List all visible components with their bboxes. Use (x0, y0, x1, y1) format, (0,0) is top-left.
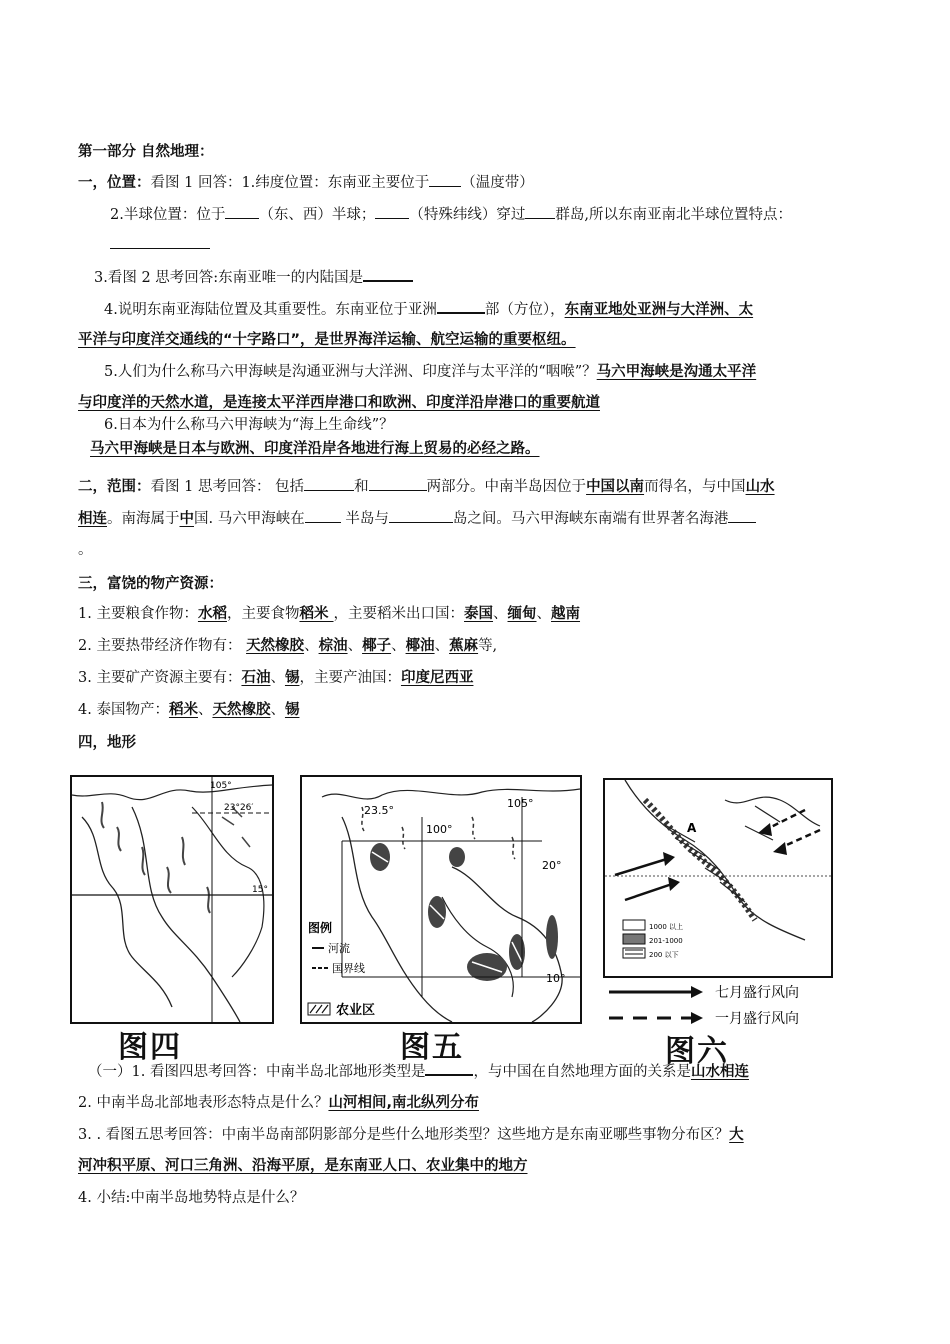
s2-l: 岛之间。马六甲海峡东南端有世界著名海港 (452, 511, 729, 527)
s3-l1j: 越南 (551, 606, 581, 622)
s3-l1b: 水稻 (197, 606, 227, 622)
s1-answer5a: 马六甲海峡是沟通太平洋 (596, 364, 757, 380)
s4-q1c: 山水相连 (690, 1064, 749, 1080)
blank-port[interactable] (728, 508, 756, 523)
map4-lon-label: 105° (210, 781, 232, 791)
s3-l2j: 蕉麻 (449, 638, 479, 654)
s2-line2 (78, 508, 756, 529)
s1-l3: 3.看图 2 思考回答:东南亚唯一的内陆国是 (94, 270, 364, 286)
s2-line3: 。 (78, 542, 93, 558)
s3-l2e: 、 (347, 638, 363, 654)
blank-temp-zone[interactable] (429, 172, 461, 187)
s3-l3e: ，主要产油国： (299, 670, 401, 686)
s3-l2i: 、 (434, 638, 450, 654)
s1-line6: 6.日本为什么称马六甲海峡为“海上生命线”？ (104, 417, 394, 433)
map5-legend-agri: 农业区 (336, 1003, 376, 1018)
s3-l1i: 、 (536, 606, 552, 622)
s1-heading: 一，位置： (78, 175, 151, 191)
map5-lat1-label: 23.5° (364, 804, 394, 817)
blank-islands[interactable] (525, 204, 555, 219)
s3-l3b: 石油 (241, 670, 271, 686)
blank-peninsula[interactable] (305, 508, 341, 523)
s4-q2b: 山河相间,南北纵列分布 (328, 1095, 479, 1111)
s1-answer6: 马六甲海峡是日本与欧洲、印度洋沿岸各地进行海上贸易的必经之路。 (90, 441, 540, 457)
s1-l2b: （东、西）半球； (259, 207, 376, 223)
s1-l1b: （温度带） (461, 175, 534, 191)
s1-l4a: 4.说明东南亚海陆位置及其重要性。东南亚位于亚洲 (104, 302, 437, 318)
s3-line1 (78, 604, 580, 624)
s3-l3a: 3. 主要矿产资源主要有： (78, 670, 242, 686)
s4-q2a: 2. 中南半岛北部地表形态特点是什么？ (78, 1095, 329, 1111)
s3-l1h: 缅甸 (507, 606, 537, 622)
map6-wind-legend-july (603, 982, 843, 1002)
blank-position-feature[interactable] (110, 234, 210, 249)
s1-line4 (104, 298, 753, 320)
s3-l2k: 等, (478, 638, 498, 654)
s3-l4d: 天然橡胶 (212, 702, 271, 718)
blank-hemisphere[interactable] (225, 204, 259, 219)
map6-legend3: 200 以下 (649, 951, 679, 959)
map4-lat2-label: 15° (252, 885, 268, 895)
map5-agri-areas (370, 843, 558, 981)
s4-q1a: （一）1. 看图四思考回答：中南半岛北部地形类型是 (88, 1064, 426, 1080)
blank-terrain-type[interactable] (425, 1060, 473, 1076)
figure-5-label: 图五 (400, 1030, 464, 1065)
figure-6-label: 图六 (665, 1034, 729, 1069)
s3-l1c: ，主要食物 (226, 606, 300, 622)
map6-island-shading (665, 806, 780, 902)
s1-l4b: 部（方位）， (484, 302, 565, 318)
s1-l1a: 看图 1 回答：1.纬度位置：东南亚主要位于 (150, 175, 430, 191)
s4-q3 (78, 1125, 744, 1145)
s3-line4 (78, 700, 299, 720)
s2-h: 。南海属于 (107, 511, 180, 527)
map5-legend-title: 图例 (308, 921, 333, 935)
s3-l1d: 稻米 (299, 606, 334, 622)
s1-l2d: 群岛,所以东南亚南北半球位置特点： (555, 207, 792, 223)
map4-lat1-label: 23°26′ (224, 803, 254, 813)
s1-line2 (110, 204, 792, 225)
s2-c: 两部分。中南半岛因位于 (426, 479, 587, 495)
s2-f: 山水 (745, 479, 775, 495)
s1-line1 (78, 172, 534, 193)
s4-q3a: 3. . 看图五思考回答：中南半岛南部阴影部分是些什么地形类型？这些地方是东南亚哪些事物分布区？ (78, 1127, 730, 1143)
s3-line2 (78, 636, 497, 656)
s4-q1 (88, 1060, 749, 1082)
s4-q3b: 大 (729, 1127, 744, 1143)
map6-wind-jul: 七月盛行风向 (715, 985, 799, 1001)
map-figure-4 (70, 775, 274, 1024)
s3-l2g: 、 (391, 638, 406, 654)
s3-l1a: 1. 主要粮食作物： (78, 606, 198, 622)
s1-answer4b: 平洋与印度洋交通线的“十字路口”，是世界海洋运输、航空运输的重要枢纽。 (78, 332, 576, 348)
s3-l3d: 锡 (284, 670, 300, 686)
map6-legend1: 1000 以上 (649, 923, 684, 931)
s3-l2c: 、 (304, 638, 319, 654)
s2-e: 而得名，与中国 (644, 479, 746, 495)
map6-legend2: 201-1000 (649, 937, 683, 945)
s3-l2f: 椰子 (362, 638, 392, 654)
map6-wind-jan: 一月盛行风向 (715, 1011, 799, 1027)
s4-heading: 四，地形 (78, 735, 136, 751)
s1-l2a: 2.半球位置：位于 (110, 207, 226, 223)
s2-heading: 二，范围： (78, 479, 151, 495)
s2-d: 中国以南 (586, 479, 645, 495)
map5-lat2-label: 20° (542, 859, 562, 872)
map-figure-6 (603, 778, 833, 978)
blank-latitude[interactable] (375, 204, 409, 219)
blank-island[interactable] (389, 508, 453, 523)
s2-g: 相连 (78, 511, 107, 527)
blank-landlocked[interactable] (363, 266, 413, 282)
s3-l1g: 、 (493, 606, 508, 622)
s3-heading: 三，富饶的物产资源： (78, 576, 223, 592)
map5-legend-river: 河流 (328, 942, 350, 955)
s3-l4a: 4. 泰国物产： (78, 702, 169, 718)
s3-l3c: 、 (270, 670, 285, 686)
s1-answer4a: 东南亚地处亚洲与大洋洲、太 (564, 302, 754, 318)
figure-4-label: 图四 (118, 1030, 182, 1065)
s3-l4e: 、 (270, 702, 285, 718)
s3-l2h: 椰油 (405, 638, 435, 654)
s1-answer5b: 与印度洋的天然水道，是连接太平洋西岸港口和欧洲、印度洋沿岸港口的重要航道 (78, 395, 600, 411)
s1-line3 (94, 266, 413, 288)
s2-a: 看图 1 思考回答： 包括 (150, 479, 305, 495)
map5-drawing (302, 777, 580, 1022)
s3-l3f: 印度尼西亚 (400, 670, 474, 686)
s3-l2d: 棕油 (318, 638, 348, 654)
map4-drawing (72, 777, 272, 1022)
s1-l2c: （特殊纬线）穿过 (409, 207, 526, 223)
s1-l5a: 5.人们为什么称马六甲海峡是沟通亚洲与大洋洲、印度洋与太平洋的“咽喉”？ (104, 364, 597, 380)
s2-i: 中 (179, 511, 194, 527)
s3-l2a: 2. 主要热带经济作物有： (78, 638, 247, 654)
s4-q2 (78, 1093, 479, 1113)
map6-drawing (605, 780, 831, 976)
s4-q3c: 河冲积平原、河口三角洲、沿海平原，是东南亚人口、农业集中的地方 (78, 1158, 528, 1174)
s3-l4f: 锡 (284, 702, 300, 718)
s3-l2b: 天然橡胶 (246, 638, 305, 654)
map-figure-5 (300, 775, 582, 1024)
s3-l1f: 泰国 (464, 606, 494, 622)
map6-wind-legend-jan (603, 1008, 843, 1028)
map5-lat3-label: 10° (546, 972, 566, 985)
blank-part2[interactable] (369, 476, 427, 491)
map5-lon1-label: 105° (507, 797, 534, 810)
s2-k: 半岛与 (340, 511, 389, 527)
s3-l4c: 、 (197, 702, 213, 718)
s1-line2b (110, 234, 210, 255)
s4-q4: 4. 小结:中南半岛地势特点是什么？ (78, 1190, 305, 1206)
map5-legend-border: 国界线 (332, 962, 365, 975)
s2-j: 国. 马六甲海峡在 (194, 511, 305, 527)
blank-part1[interactable] (304, 476, 354, 491)
s4-q1b: ，与中国在自然地理方面的关系是 (473, 1064, 691, 1080)
blank-direction[interactable] (437, 298, 485, 314)
map6-point-a: A (687, 821, 697, 835)
s1-line5 (104, 362, 756, 382)
map5-lon2-label: 100° (426, 823, 453, 836)
s3-l1e: ，主要稻米出口国： (333, 606, 465, 622)
page-title: 第一部分 自然地理： (78, 144, 214, 160)
s2-line1 (78, 476, 775, 497)
s3-line3 (78, 668, 473, 688)
s2-b: 和 (354, 479, 369, 495)
s3-l4b: 稻米 (168, 702, 198, 718)
